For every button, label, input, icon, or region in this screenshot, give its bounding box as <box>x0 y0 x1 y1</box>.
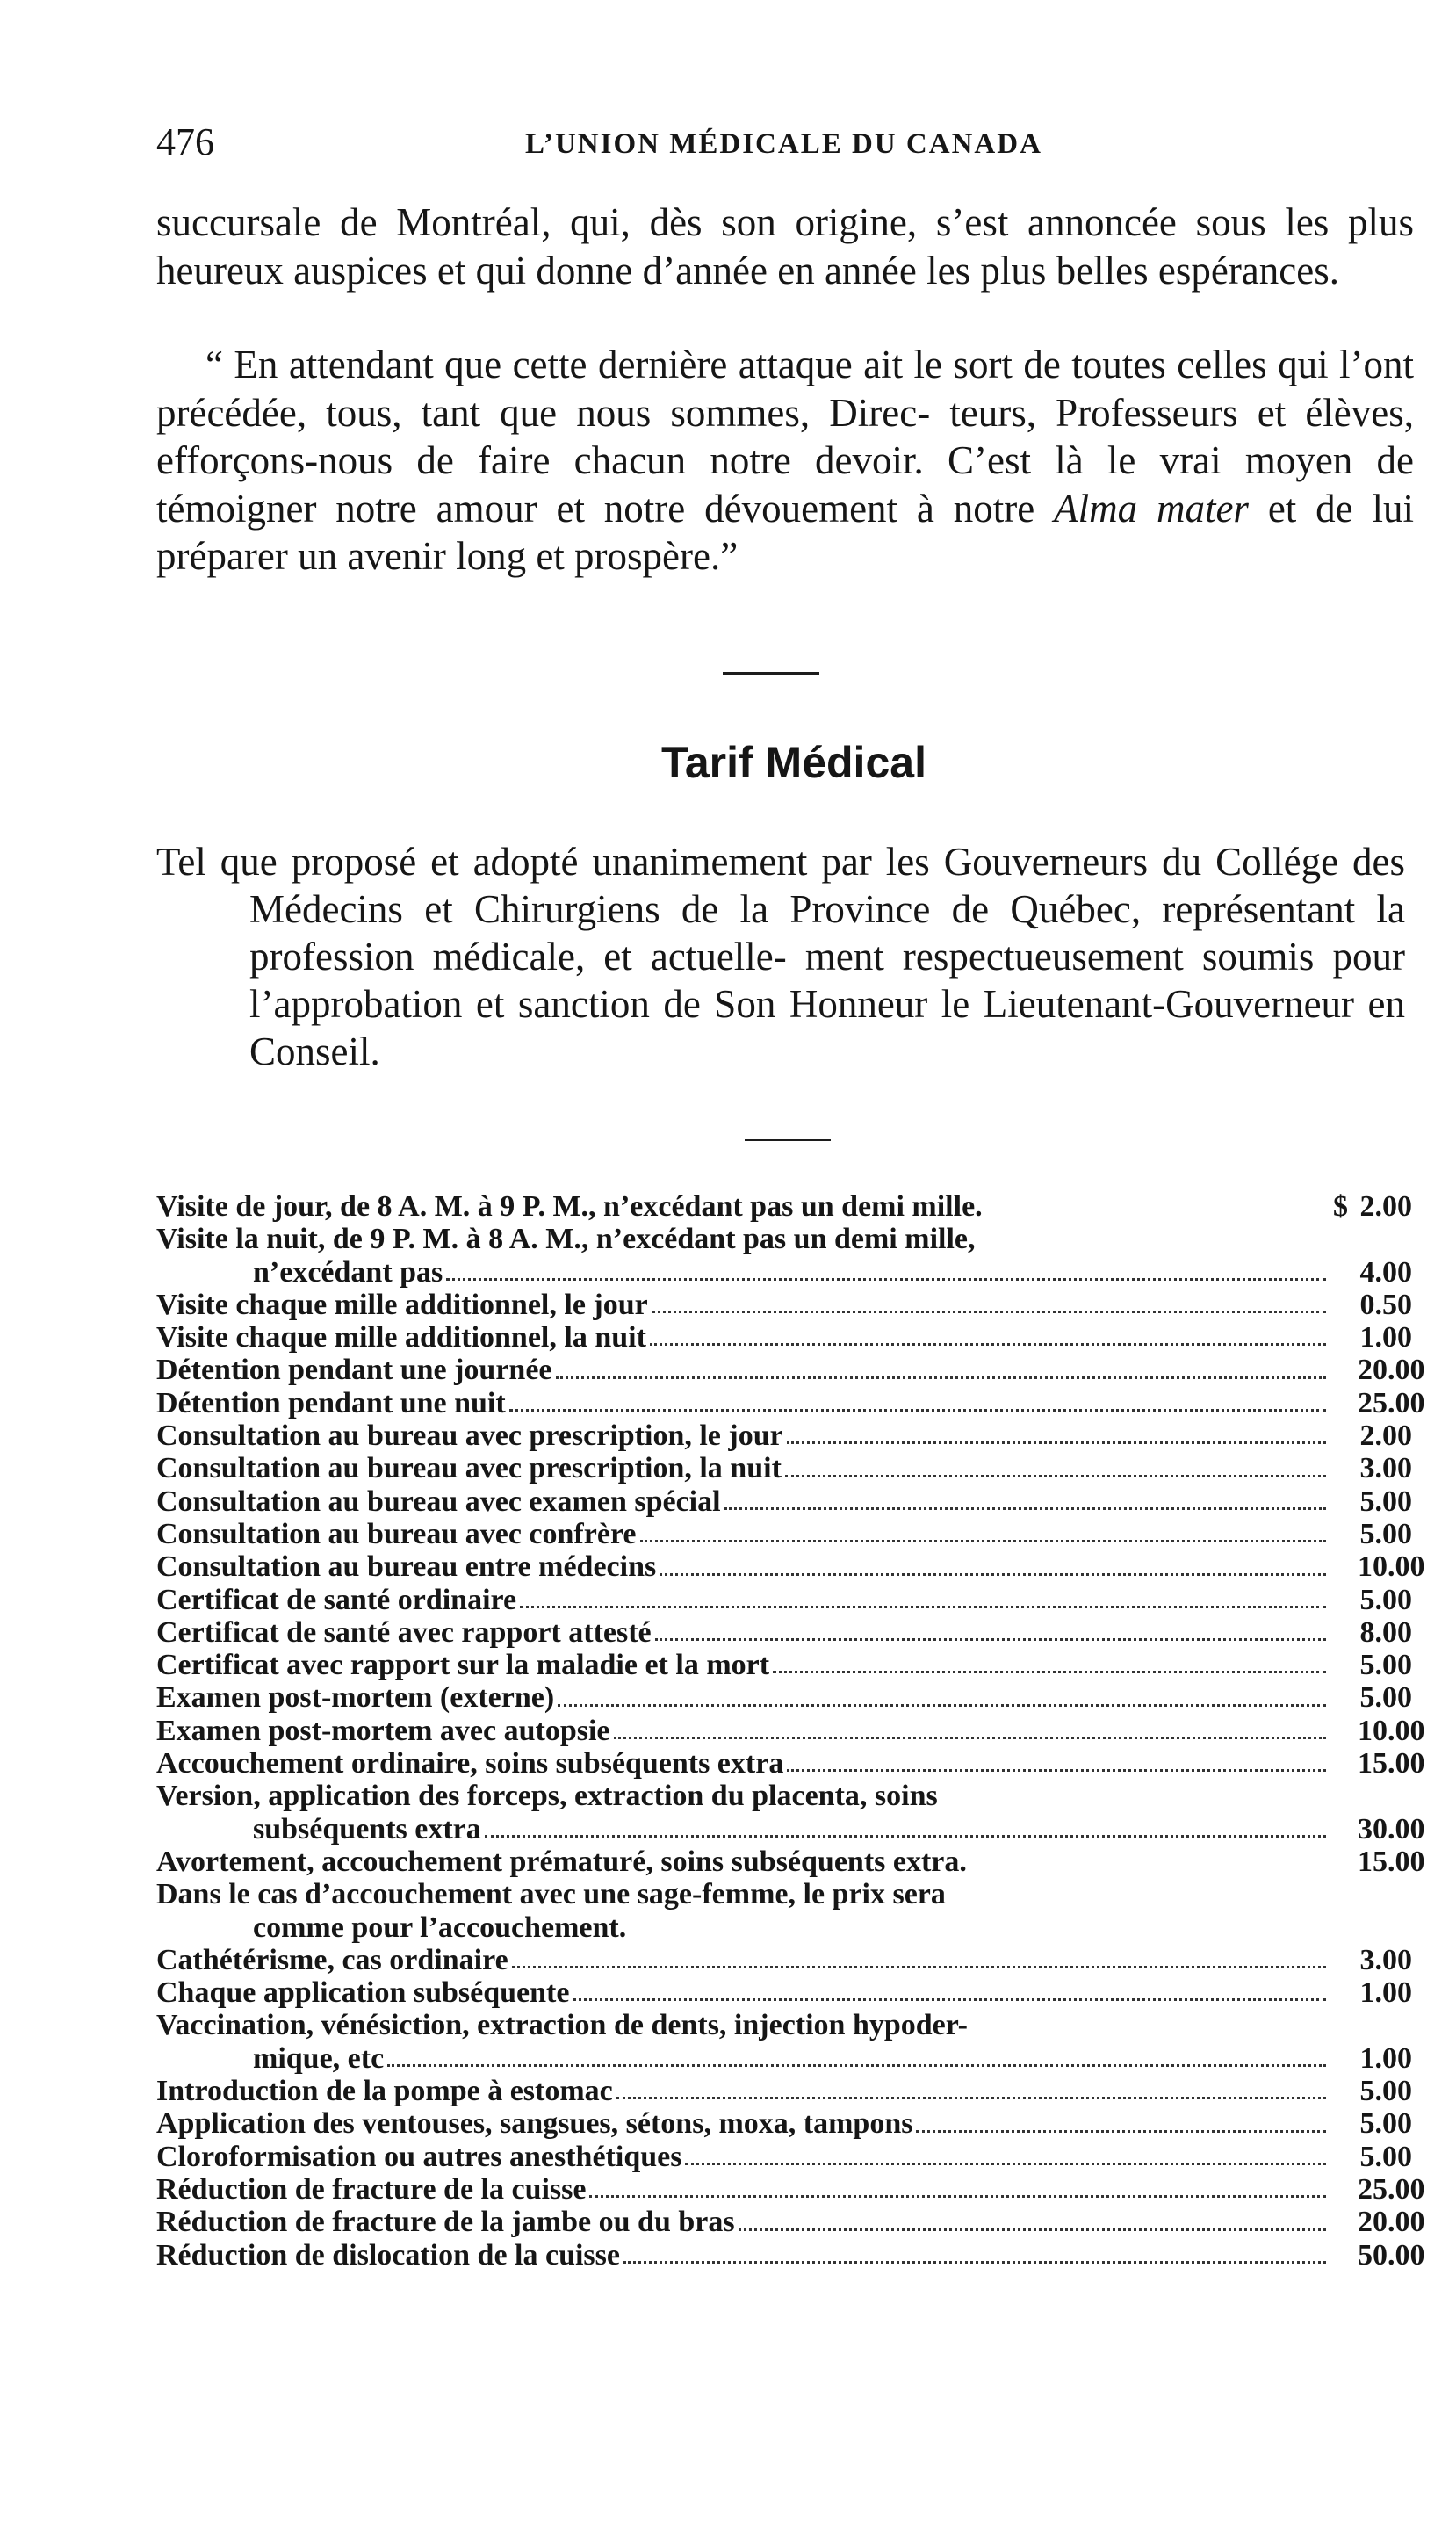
text-line: et notre dévouement à notre <box>556 486 1035 531</box>
text-line: teurs, Professeurs et élèves, efforçons-nous de faire chacun <box>156 390 1415 482</box>
tariff-item-description <box>156 1190 1333 1223</box>
tariff-item-text: Visite la nuit, de 9 P. M. à 8 A. M., n’excédant pas un demi mille, <box>156 1223 976 1256</box>
dot-leader <box>652 1311 1326 1313</box>
tariff-item-text: Consultation au bureau avec examen spécial <box>156 1484 721 1518</box>
dot-leader <box>512 1966 1326 1968</box>
dot-leader <box>589 2195 1326 2198</box>
tariff-item-description <box>156 2173 1333 2206</box>
tariff-row <box>156 2075 1412 2107</box>
tariff-item-amount: 50.00 <box>1358 2238 1425 2272</box>
tariff-item-amount: 5.00 <box>1359 2107 1412 2141</box>
tariff-item-text: Certificat avec rapport sur la maladie et la mort <box>156 1649 770 1682</box>
tariff-item-amount: 20.00 <box>1358 2206 1425 2239</box>
tariff-item-description <box>156 1780 1333 1812</box>
dot-leader <box>773 1671 1326 1673</box>
continuation-paragraph <box>156 199 1414 294</box>
tariff-item-text: Visite chaque mille additionnel, le jour <box>156 1288 648 1321</box>
tariff-row <box>156 1616 1412 1649</box>
tariff-item-amount: 8.00 <box>1359 1615 1412 1649</box>
dot-leader <box>558 1704 1326 1707</box>
section-divider <box>723 672 819 675</box>
tariff-row <box>156 1223 1412 1255</box>
dot-leader <box>785 1475 1326 1477</box>
tariff-item-amount: 2.00 <box>1359 1190 1412 1223</box>
tariff-row <box>156 2009 1412 2041</box>
tariff-item-text: Détention pendant une nuit <box>156 1386 506 1419</box>
tariff-row <box>156 1845 1425 1878</box>
tariff-item-amount: 3.00 <box>1359 1943 1412 1976</box>
tariff-item-description <box>156 1616 1333 1649</box>
dot-leader <box>724 1507 1326 1510</box>
dot-leader <box>556 1376 1326 1379</box>
tariff-item-amount: 25.00 <box>1358 2172 1425 2206</box>
dot-leader <box>650 1343 1326 1346</box>
tariff-item-amount: 5.00 <box>1359 1517 1412 1550</box>
text-line: Conseil. <box>249 1029 380 1073</box>
dot-leader <box>787 1769 1326 1772</box>
tariff-item-amount: 5.00 <box>1359 1649 1412 1682</box>
dot-leader <box>685 2163 1326 2165</box>
tariff-item-text: Réduction de fracture de la jambe ou du bras <box>156 2206 735 2239</box>
tariff-item-description <box>156 1649 1333 1681</box>
tariff-item-description <box>156 1321 1333 1354</box>
tariff-item-text: subséquents extra <box>253 1812 481 1846</box>
tariff-item-text: Certificat de santé ordinaire <box>156 1583 517 1616</box>
tariff-item-text: Avortement, accouchement prématuré, soins subséquents extra. <box>156 1845 967 1878</box>
tariff-item-text: Examen post-mortem (externe) <box>156 1681 555 1715</box>
tariff-item-text: Accouchement ordinaire, soins subséquents extra <box>156 1747 784 1781</box>
tariff-item-text: Visite de jour, de 8 A. M. à 9 P. M., n’excédant pas un demi mille. <box>156 1190 983 1223</box>
dot-leader <box>660 1573 1326 1576</box>
tariff-item-amount: 15.00 <box>1358 1845 1425 1878</box>
tariff-item-description <box>156 1550 1333 1583</box>
tariff-item-text: Réduction de fracture de la cuisse <box>156 2172 587 2206</box>
text-line: avenir long et prospère.” <box>347 534 739 578</box>
tariff-item-description <box>156 1452 1333 1484</box>
tariff-item-amount: 15.00 <box>1358 1747 1425 1781</box>
tariff-row <box>156 1911 1412 1944</box>
tariff-item-description <box>156 1944 1333 1976</box>
text-line: “ En attendant que cette dernière attaque ait le sort de toutes <box>205 343 1166 386</box>
tariff-row <box>156 1780 1412 1812</box>
tariff-item-description <box>156 1813 1333 1846</box>
dot-leader <box>520 1606 1326 1608</box>
tariff-item-text: Vaccination, vénésiction, extraction de dents, injection hypoder- <box>156 2009 968 2042</box>
text-line: celles qui l’ont précédée, tous, tant que nous sommes, Direc- <box>156 343 1414 435</box>
tariff-list <box>156 1190 1425 2272</box>
tariff-item-amount: 1.00 <box>1359 1976 1412 2010</box>
tariff-item-text: Consultation au bureau avec prescription, la nuit <box>156 1452 782 1485</box>
tariff-item-amount: 10.00 <box>1358 1550 1425 1584</box>
tariff-item-amount: 10.00 <box>1358 1714 1425 1747</box>
tariff-row <box>156 1452 1412 1484</box>
tariff-item-text: Examen post-mortem avec autopsie <box>156 1714 610 1747</box>
tariff-item-text: Cloroformisation ou autres anesthétiques <box>156 2140 682 2173</box>
tariff-item-text: Version, application des forceps, extraction du placenta, soins <box>156 1780 938 1813</box>
tariff-row <box>156 1289 1412 1321</box>
tariff-row <box>156 1878 1412 1911</box>
text-line: Tel que proposé et adopté unanimement par les Gouverneurs <box>156 840 1149 884</box>
tariff-row <box>156 1419 1412 1452</box>
tariff-item-amount: 1.00 <box>1359 1321 1412 1354</box>
tariff-item-description <box>156 2042 1333 2075</box>
tariff-item-text: Consultation au bureau avec confrère <box>156 1517 637 1550</box>
tariff-item-description <box>156 1289 1333 1321</box>
tariff-item-description <box>156 2239 1333 2272</box>
dot-leader <box>916 2130 1326 2133</box>
tariff-item-text: n’excédant pas <box>253 1255 443 1289</box>
tariff-intro-paragraph <box>156 838 1405 1075</box>
tariff-item-description <box>156 1976 1333 2009</box>
text-line: ment respectueusement soumis pour l’approbation et <box>249 935 1405 1026</box>
section-divider <box>745 1139 831 1141</box>
dot-leader <box>616 2097 1326 2099</box>
tariff-item-description <box>156 1485 1333 1518</box>
tariff-row <box>156 1681 1412 1714</box>
tariff-item-description <box>156 1878 1333 1911</box>
tariff-item-text: Application des ventouses, sangsues, sétons, moxa, tampons <box>156 2107 913 2141</box>
tariff-item-text: Visite chaque mille additionnel, la nuit <box>156 1321 646 1354</box>
text-line: et de lui préparer un <box>156 486 1415 578</box>
tariff-item-description <box>156 1387 1333 1419</box>
tariff-item-description <box>156 1419 1333 1452</box>
page-number: 476 <box>156 120 214 163</box>
tariff-item-text: Consultation au bureau avec prescription, le jour <box>156 1419 783 1453</box>
text-line: les plus belles espérances. <box>926 248 1339 293</box>
tariff-item-description <box>156 1584 1333 1616</box>
tariff-item-description <box>156 2206 1333 2238</box>
tariff-item-amount: 4.00 <box>1359 1255 1412 1289</box>
dot-leader <box>787 1441 1326 1444</box>
tariff-item-amount: 20.00 <box>1358 1354 1425 1387</box>
tariff-item-text: Réduction de dislocation de la cuisse <box>156 2238 620 2272</box>
tariff-row <box>156 1584 1412 1616</box>
tariff-item-description <box>156 1681 1333 1714</box>
tariff-row <box>156 2042 1412 2075</box>
tariff-item-description <box>156 1223 1333 1255</box>
dot-leader <box>387 2064 1326 2067</box>
tariff-item-amount: 5.00 <box>1359 1484 1412 1518</box>
tariff-row <box>156 1256 1412 1289</box>
tariff-row <box>156 1386 1425 1419</box>
text-line: sous les plus heureux auspices et qui donne d’année en année <box>156 200 1415 293</box>
dot-leader <box>623 2261 1326 2264</box>
tariff-row <box>156 1190 1412 1223</box>
tariff-item-text: Détention pendant une journée <box>156 1354 552 1387</box>
tariff-item-description <box>156 1518 1333 1550</box>
text-line: succursale de Montréal, qui, dès son origine, s’est annoncée <box>156 200 1177 244</box>
tariff-item-text: Consultation au bureau entre médecins <box>156 1550 657 1584</box>
tariff-item-description <box>156 1911 1333 1944</box>
tariff-item-description <box>156 2009 1333 2041</box>
tariff-row <box>156 1321 1412 1354</box>
tariff-item-text: Introduction de la pompe à estomac <box>156 2075 613 2108</box>
tariff-row <box>156 2141 1412 2173</box>
italic-phrase: Alma mater <box>1054 486 1249 531</box>
text-line: Québec, représentant la profession médicale, et actuelle- <box>249 887 1406 979</box>
tariff-item-text: Cathétérisme, cas ordinaire <box>156 1943 508 1976</box>
tariff-row <box>156 1944 1412 1976</box>
quotation-paragraph <box>156 341 1414 581</box>
tariff-item-amount: 5.00 <box>1359 2075 1412 2108</box>
tariff-item-description <box>156 1846 1333 1878</box>
tariff-item-amount: 2.00 <box>1359 1419 1412 1453</box>
journal-title: L’UNION MÉDICALE DU CANADA <box>525 128 1042 160</box>
tariff-row <box>156 2238 1425 2272</box>
tariff-item-text: Certificat de santé avec rapport attesté <box>156 1615 652 1649</box>
tariff-item-description <box>156 1354 1333 1386</box>
tariff-row <box>156 1354 1425 1387</box>
dot-leader <box>739 2228 1326 2231</box>
tariff-row <box>156 1812 1425 1846</box>
tariff-row <box>156 2206 1425 2239</box>
dot-leader <box>614 1737 1326 1739</box>
dot-leader <box>640 1540 1326 1542</box>
text-line: du Collége des Médecins et Chirurgiens de la Province de <box>249 840 1406 931</box>
tariff-row <box>156 1747 1425 1781</box>
tariff-item-text: mique, etc <box>253 2041 385 2075</box>
tariff-item-text: comme pour l’accouchement. <box>253 1911 627 1944</box>
tariff-row <box>156 1485 1412 1518</box>
dot-leader <box>446 1278 1326 1281</box>
tariff-item-description <box>156 1747 1333 1780</box>
tariff-item-amount: 30.00 <box>1358 1812 1425 1846</box>
tariff-item-amount: 5.00 <box>1359 1583 1412 1616</box>
tariff-item-amount: 5.00 <box>1359 2140 1412 2173</box>
tariff-row <box>156 1714 1425 1747</box>
tariff-item-amount: 3.00 <box>1359 1452 1412 1485</box>
dot-leader <box>573 1998 1326 2001</box>
tariff-item-text: Chaque application subséquente <box>156 1976 570 2010</box>
dot-leader <box>655 1638 1326 1641</box>
tariff-row <box>156 1550 1425 1584</box>
tariff-row <box>156 2172 1425 2206</box>
tariff-item-description <box>156 1715 1333 1747</box>
tariff-row <box>156 1976 1412 2009</box>
section-title: Tarif Médical <box>661 738 926 787</box>
tariff-item-amount: 1.00 <box>1359 2041 1412 2075</box>
tariff-row <box>156 2107 1412 2140</box>
tariff-item-description <box>156 2107 1333 2140</box>
dot-leader <box>509 1409 1326 1412</box>
tariff-row <box>156 1649 1412 1681</box>
tariff-item-description <box>156 2075 1333 2107</box>
tariff-item-amount: 5.00 <box>1359 1681 1412 1715</box>
tariff-item-amount: 25.00 <box>1358 1386 1425 1419</box>
currency-symbol: $ <box>1333 1190 1348 1223</box>
text-line: sanction de Son Honneur le Lieutenant-Gouverneur en <box>517 982 1406 1026</box>
tariff-item-description <box>156 1256 1333 1289</box>
tariff-row <box>156 1518 1412 1550</box>
dot-leader <box>485 1835 1326 1838</box>
text-line: notre devoir. C’est là le vrai moyen de témoigner notre amour <box>156 438 1414 531</box>
tariff-item-text: Dans le cas d’accouchement avec une sage-femme, le prix sera <box>156 1878 946 1911</box>
tariff-item-description <box>156 2141 1333 2173</box>
running-head <box>156 119 1414 165</box>
tariff-item-amount: 0.50 <box>1359 1288 1412 1321</box>
